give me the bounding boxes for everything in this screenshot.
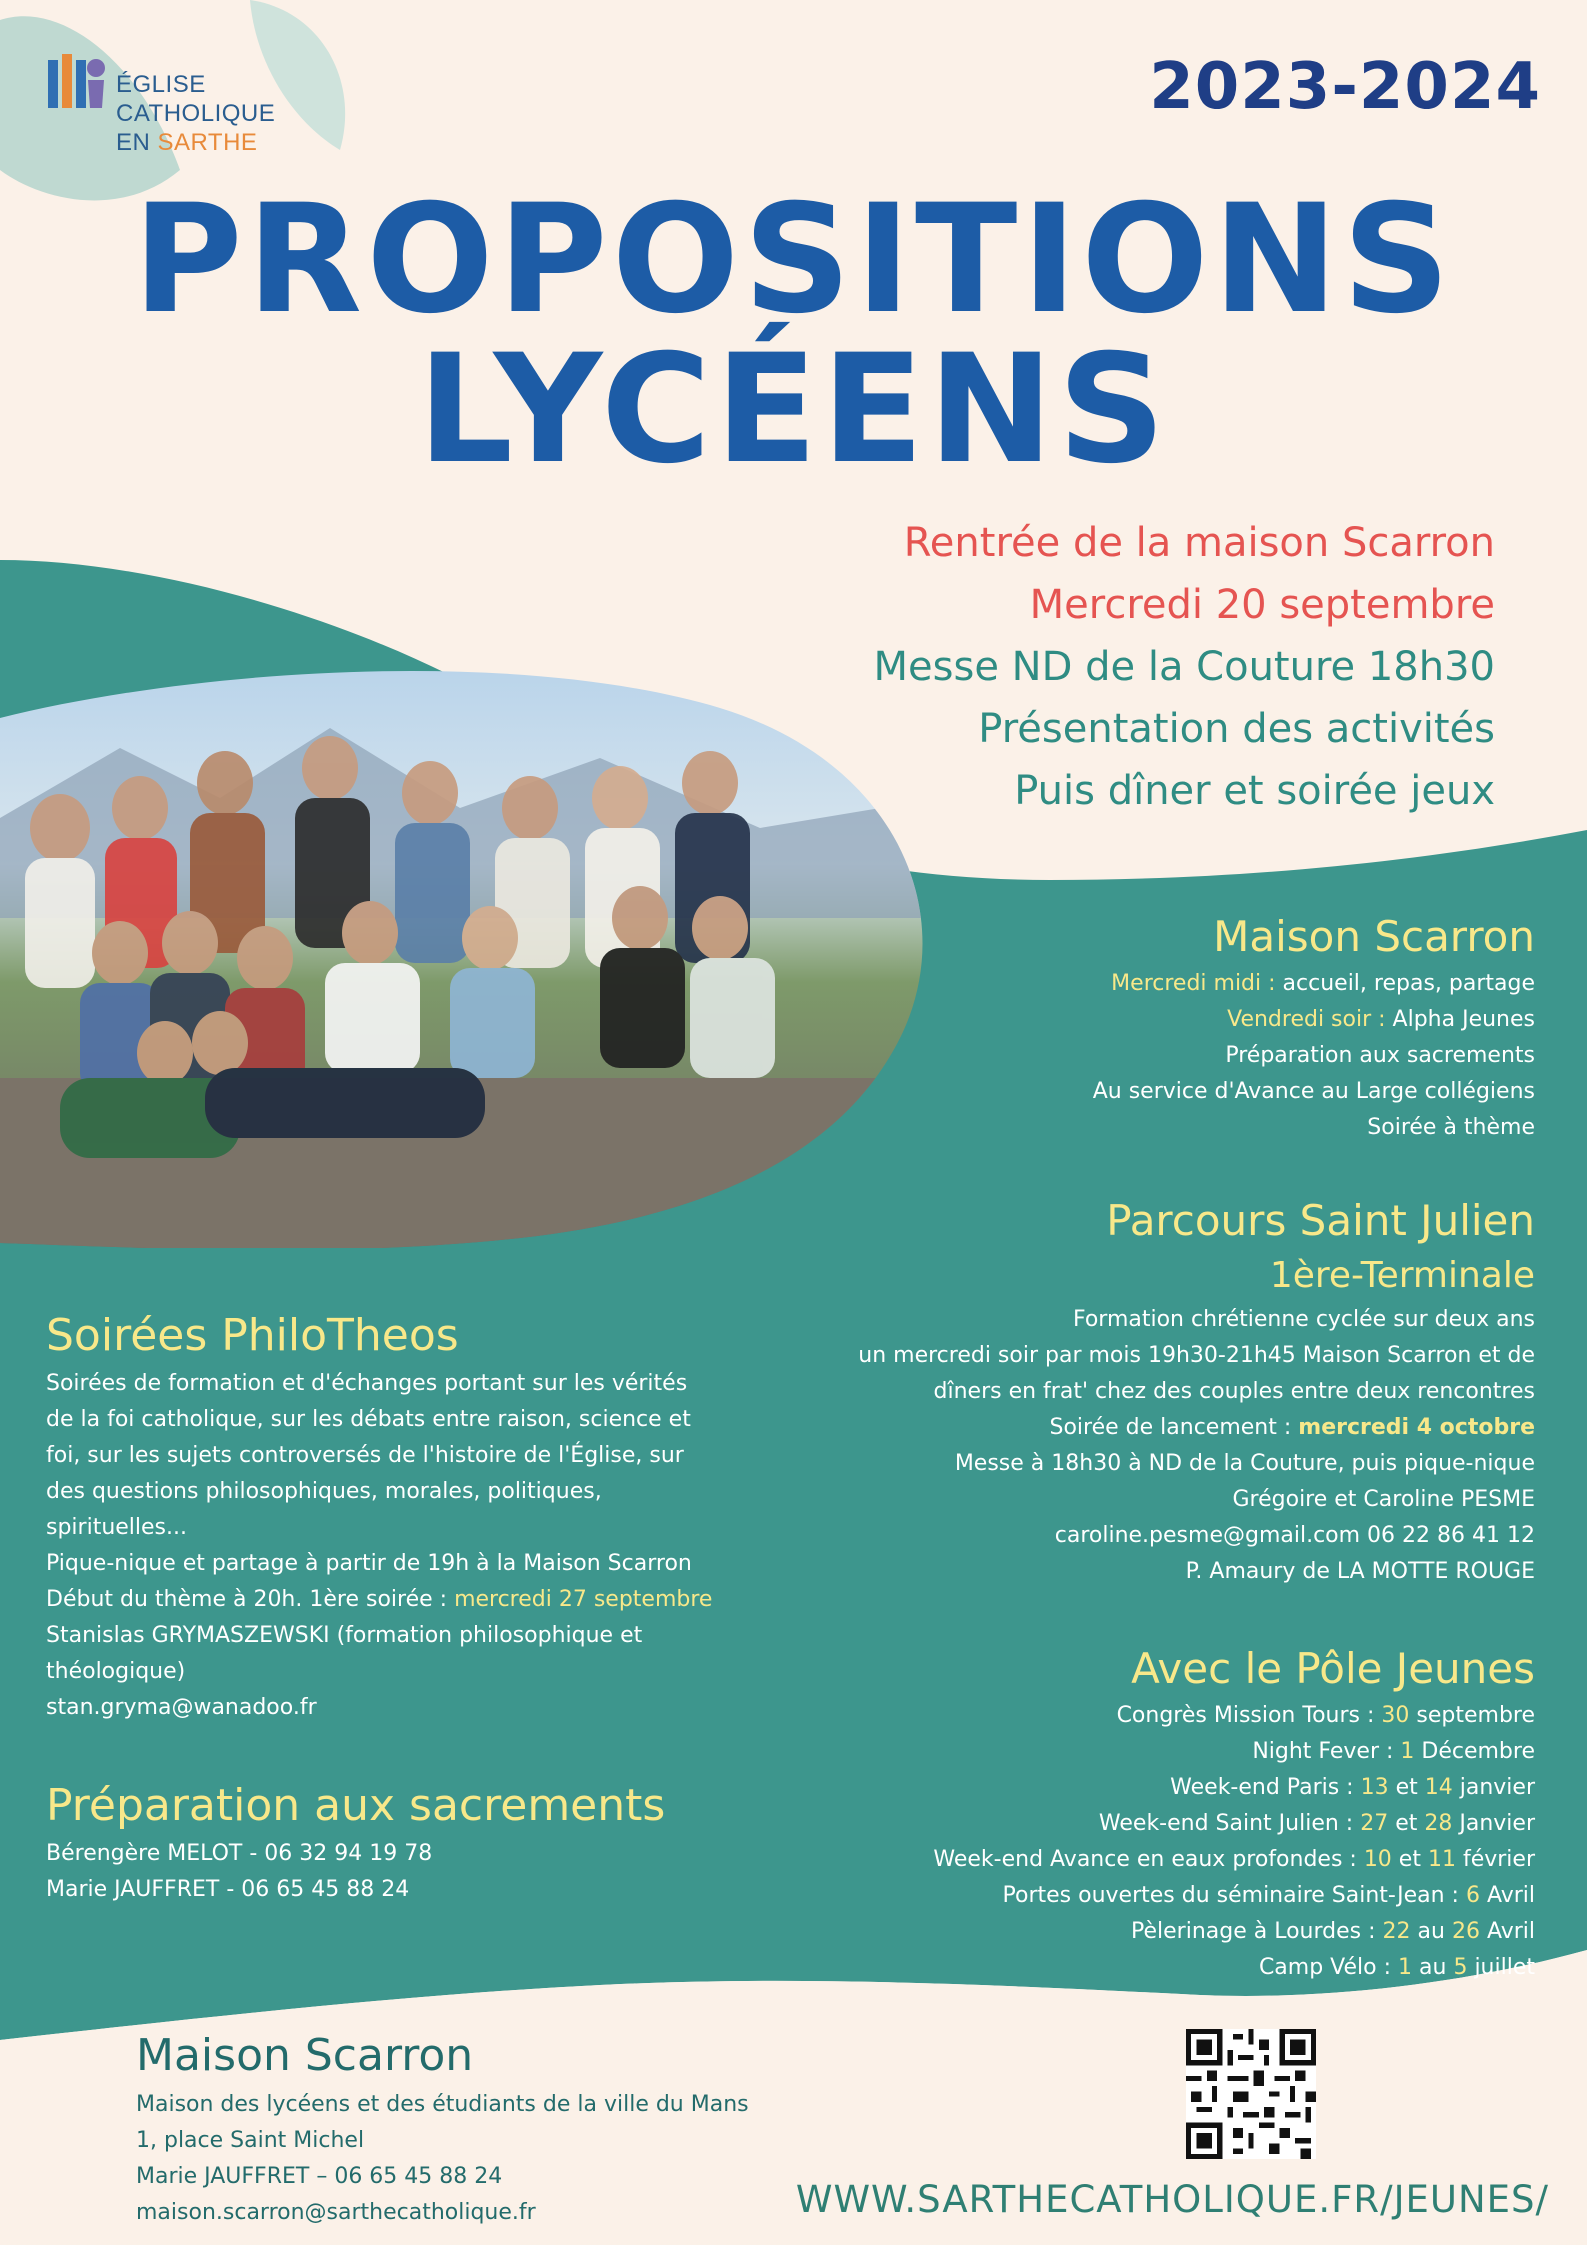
pole-event-5-label: Week-end Avance en eaux profondes : xyxy=(933,1847,1364,1872)
maison-line-2 xyxy=(1093,1002,1535,1038)
philotheos-line-7-val: mercredi 27 septembre xyxy=(454,1587,713,1612)
maison-line-1 xyxy=(1093,966,1535,1002)
parcours-line-6: Grégoire et Caroline PESME xyxy=(1232,1487,1535,1512)
intro-line-3: Messe ND de la Couture 18h30 xyxy=(873,644,1495,690)
parcours-heading: Parcours Saint Julien xyxy=(1106,1196,1535,1245)
pole-event-5-sep: et xyxy=(1391,1847,1428,1872)
pole-event-4-month: Janvier xyxy=(1452,1811,1535,1836)
footer-line-1: Maison des lycéens et des étudiants de la ville du Mans xyxy=(136,2092,749,2117)
pole-event-1-date: 30 xyxy=(1381,1703,1410,1728)
pole-event-1-month: septembre xyxy=(1409,1703,1535,1728)
logo-en: EN xyxy=(116,129,151,156)
pole-jeunes-section xyxy=(933,1640,1535,1986)
pole-event-3-label: Week-end Paris : xyxy=(1170,1775,1361,1800)
philotheos-line-4: des questions philosophiques, morales, politiques, xyxy=(46,1479,602,1504)
parcours-line-4-key: Soirée de lancement : xyxy=(1049,1415,1299,1440)
footer-address: 1, place Saint Michel xyxy=(136,2128,365,2153)
pole-event-7-sep: au xyxy=(1410,1919,1452,1944)
philotheos-line-7-key: Début du thème à 20h. 1ère soirée : xyxy=(46,1587,455,1612)
church-logo-icon xyxy=(46,50,108,114)
pole-event-5-date-start: 10 xyxy=(1363,1847,1392,1872)
pole-event-3-month: janvier xyxy=(1452,1775,1535,1800)
pole-event-7-month: Avril xyxy=(1479,1919,1535,1944)
pole-event-2-month: Décembre xyxy=(1414,1739,1535,1764)
sacrements-contact-1: Bérengère MELOT - 06 32 94 19 78 xyxy=(46,1841,433,1866)
pole-event-6-date: 6 xyxy=(1465,1883,1480,1908)
pole-event-3-date-end: 14 xyxy=(1424,1775,1453,1800)
philotheos-line-1: Soirées de formation et d'échanges portant sur les vérités xyxy=(46,1371,688,1396)
parcours-line-1: Formation chrétienne cyclée sur deux ans xyxy=(1072,1307,1535,1332)
logo-sarthe: SARTHE xyxy=(157,129,258,156)
diocese-logo xyxy=(46,42,276,172)
parcours-line-2: un mercredi soir par mois 19h30-21h45 Maison Scarron et de xyxy=(858,1343,1535,1368)
parcours-line-4 xyxy=(858,1410,1535,1446)
pole-event-6 xyxy=(933,1878,1535,1914)
philotheos-line-9: théologique) xyxy=(46,1659,186,1684)
page-title-line-2: LYCÉENS xyxy=(417,323,1170,497)
pole-event-1 xyxy=(933,1698,1535,1734)
parcours-line-3: dîners en frat' chez des couples entre deux rencontres xyxy=(933,1379,1535,1404)
philotheos-line-5: spirituelles... xyxy=(46,1515,188,1540)
maison-line-4: Au service d'Avance au Large collégiens xyxy=(1092,1079,1535,1104)
pole-event-4-date-start: 27 xyxy=(1360,1811,1389,1836)
footer-contact xyxy=(136,2025,749,2231)
maison-line-5: Soirée à thème xyxy=(1367,1115,1535,1140)
philotheos-section xyxy=(46,1306,712,1726)
parcours-line-5: Messe à 18h30 à ND de la Couture, puis pique-nique xyxy=(954,1451,1535,1476)
logo-line-3 xyxy=(116,128,275,157)
pole-event-7-date-end: 26 xyxy=(1451,1919,1480,1944)
pole-event-7-date-start: 22 xyxy=(1382,1919,1411,1944)
philotheos-email: stan.gryma@wanadoo.fr xyxy=(46,1695,317,1720)
parcours-line-8: P. Amaury de LA MOTTE ROUGE xyxy=(1185,1559,1535,1584)
pole-event-6-label: Portes ouvertes du séminaire Saint-Jean : xyxy=(1002,1883,1466,1908)
maison-scarron-heading: Maison Scarron xyxy=(1213,912,1535,961)
pole-event-5-date-end: 11 xyxy=(1427,1847,1456,1872)
qr-code-icon[interactable] xyxy=(1186,2029,1316,2159)
footer-heading: Maison Scarron xyxy=(136,2030,474,2081)
intro-line-5: Puis dîner et soirée jeux xyxy=(1014,768,1495,814)
pole-event-8-date-end: 5 xyxy=(1453,1955,1468,1980)
pole-event-8-month: juillet xyxy=(1467,1955,1535,1980)
pole-heading: Avec le Pôle Jeunes xyxy=(1131,1644,1535,1693)
pole-event-2-date: 1 xyxy=(1400,1739,1415,1764)
pole-event-8-sep: au xyxy=(1412,1955,1454,1980)
intro-line-2: Mercredi 20 septembre xyxy=(1029,582,1495,628)
intro-line-1: Rentrée de la maison Scarron xyxy=(903,520,1495,566)
pole-event-3-sep: et xyxy=(1388,1775,1425,1800)
sacrements-contact-2: Marie JAUFFRET - 06 65 45 88 24 xyxy=(46,1877,410,1902)
pole-event-1-label: Congrès Mission Tours : xyxy=(1116,1703,1382,1728)
pole-event-8-label: Camp Vélo : xyxy=(1258,1955,1399,1980)
pole-event-5 xyxy=(933,1842,1535,1878)
page-title-line-1: PROPOSITIONS xyxy=(132,173,1455,347)
footer-email: maison.scarron@sarthecatholique.fr xyxy=(136,2200,536,2225)
logo-line-1: ÉGLISE xyxy=(116,71,206,98)
rentree-announcement xyxy=(874,512,1495,822)
parcours-subheading: 1ère-Terminale xyxy=(1269,1255,1535,1296)
pole-event-7 xyxy=(933,1914,1535,1950)
pole-event-7-label: Pèlerinage à Lourdes : xyxy=(1131,1919,1383,1944)
maison-line-2-key: Vendredi soir : xyxy=(1227,1007,1386,1032)
pole-event-8 xyxy=(933,1950,1535,1986)
philotheos-line-3: foi, sur les sujets controversés de l'histoire de l'Église, sur xyxy=(46,1443,684,1468)
maison-line-1-val: accueil, repas, partage xyxy=(1275,971,1535,996)
philotheos-line-7 xyxy=(46,1582,712,1618)
sacrements-section xyxy=(46,1776,665,1908)
pole-event-4 xyxy=(933,1806,1535,1842)
philotheos-line-2: de la foi catholique, sur les débats entre raison, science et xyxy=(46,1407,691,1432)
website-link[interactable]: WWW.SARTHECATHOLIQUE.FR/JEUNES/ xyxy=(795,2178,1549,2221)
group-photo xyxy=(0,658,940,1248)
parcours-line-7: caroline.pesme@gmail.com 06 22 86 41 12 xyxy=(1054,1523,1535,1548)
pole-event-4-sep: et xyxy=(1388,1811,1425,1836)
sacrements-heading: Préparation aux sacrements xyxy=(46,1780,666,1831)
pole-event-2-label: Night Fever : xyxy=(1252,1739,1401,1764)
maison-line-3: Préparation aux sacrements xyxy=(1225,1043,1535,1068)
pole-event-6-month: Avril xyxy=(1479,1883,1535,1908)
philotheos-line-6: Pique-nique et partage à partir de 19h à la Maison Scarron xyxy=(46,1551,692,1576)
maison-line-2-val: Alpha Jeunes xyxy=(1385,1007,1535,1032)
philotheos-line-8: Stanislas GRYMASZEWSKI (formation philosophique et xyxy=(46,1623,643,1648)
intro-line-4: Présentation des activités xyxy=(978,706,1495,752)
parcours-line-4-val: mercredi 4 octobre xyxy=(1298,1415,1535,1440)
logo-line-2: CATHOLIQUE xyxy=(116,100,276,127)
pole-event-4-label: Week-end Saint Julien : xyxy=(1098,1811,1361,1836)
pole-event-3-date-start: 13 xyxy=(1360,1775,1389,1800)
pole-event-5-month: février xyxy=(1455,1847,1535,1872)
pole-event-4-date-end: 28 xyxy=(1424,1811,1453,1836)
footer-phone: Marie JAUFFRET – 06 65 45 88 24 xyxy=(136,2164,503,2189)
parcours-section xyxy=(858,1192,1535,1590)
philotheos-heading: Soirées PhiloTheos xyxy=(46,1310,459,1361)
pole-event-3 xyxy=(933,1770,1535,1806)
pole-event-8-date-start: 1 xyxy=(1398,1955,1413,1980)
maison-line-1-key: Mercredi midi : xyxy=(1111,971,1276,996)
maison-scarron-section xyxy=(1093,908,1535,1146)
school-year: 2023-2024 xyxy=(1149,50,1541,124)
pole-event-2 xyxy=(933,1734,1535,1770)
